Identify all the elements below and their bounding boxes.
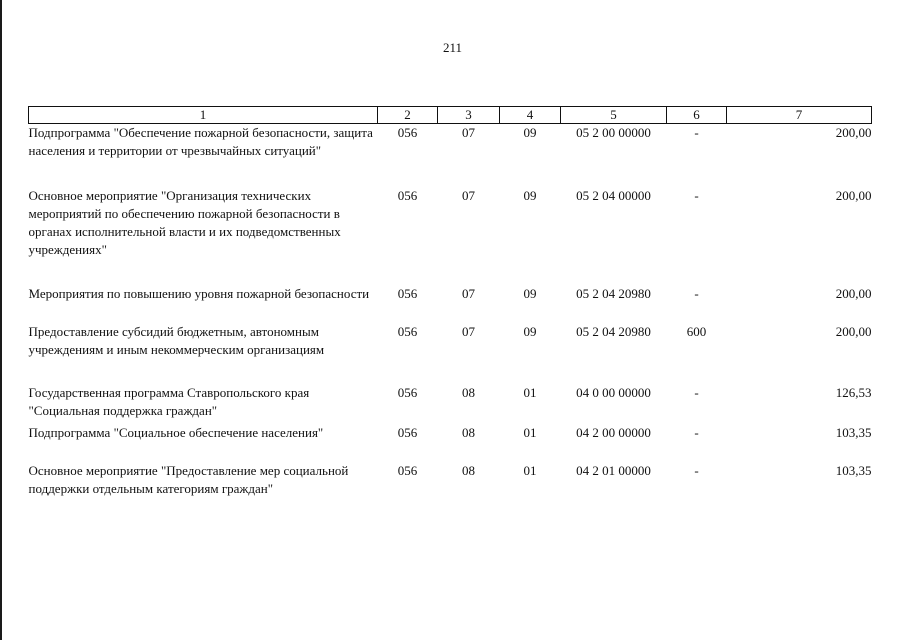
- column-header: 4: [500, 107, 561, 124]
- row-section-code: 08: [462, 462, 475, 478]
- row-amount: 200,00: [835, 187, 872, 203]
- row-subsection-code: 09: [523, 285, 537, 301]
- row-expense-type: 600: [686, 323, 707, 339]
- row-name: Подпрограмма "Обеспечение пожарной безопасности, защита населения и территории от чрезвычайных ситуаций": [28, 125, 373, 158]
- row-section-code: 08: [462, 384, 475, 400]
- column-header: 1: [29, 107, 378, 124]
- row-target-article: 05 2 04 20980: [576, 323, 651, 339]
- row-ministry-code: 056: [397, 187, 418, 203]
- column-header: 7: [727, 107, 872, 124]
- row-section-code: 08: [462, 424, 475, 440]
- row-target-article: 05 2 00 00000: [576, 125, 651, 140]
- column-header: 5: [561, 107, 667, 124]
- row-target-article: 04 0 00 00000: [576, 384, 651, 400]
- row-expense-type: -: [694, 384, 699, 400]
- table-row: [29, 285, 872, 323]
- page-edge-line: [0, 0, 2, 640]
- row-ministry-code: 056: [397, 384, 418, 400]
- budget-table: [28, 106, 872, 522]
- row-target-article: 04 2 01 00000: [576, 462, 651, 478]
- row-ministry-code: 056: [397, 424, 418, 440]
- row-target-article: 05 2 04 00000: [576, 187, 651, 203]
- row-expense-type: -: [694, 462, 699, 478]
- table-row: [29, 462, 872, 522]
- row-subsection-code: 09: [523, 187, 537, 203]
- row-section-code: 07: [462, 285, 475, 301]
- row-ministry-code: 056: [397, 125, 418, 140]
- row-section-code: 07: [462, 125, 475, 140]
- page-number: 211: [442, 40, 463, 55]
- table-row: [29, 124, 872, 187]
- row-ministry-code: 056: [397, 323, 418, 339]
- row-expense-type: -: [694, 285, 699, 301]
- row-ministry-code: 056: [397, 462, 418, 478]
- row-name: Мероприятия по повышению уровня пожарной безопасности: [28, 285, 370, 301]
- row-expense-type: -: [694, 125, 699, 140]
- table-row: [29, 384, 872, 424]
- row-expense-type: -: [694, 187, 699, 203]
- table-header-row: [29, 107, 872, 124]
- row-subsection-code: 01: [523, 384, 537, 400]
- row-name: Государственная программа Ставропольского края "Социальная поддержка граждан": [28, 384, 310, 418]
- column-header: 6: [667, 107, 727, 124]
- column-header: 2: [378, 107, 438, 124]
- row-target-article: 05 2 04 20980: [576, 285, 651, 301]
- column-header: 3: [438, 107, 500, 124]
- row-name: Предоставление субсидий бюджетным, автономным учреждениям и иным некоммерческим организациям: [28, 323, 325, 357]
- row-subsection-code: 09: [523, 323, 537, 339]
- row-amount: 103,35: [835, 424, 872, 440]
- row-subsection-code: 01: [523, 424, 537, 440]
- row-subsection-code: 01: [523, 462, 537, 478]
- row-amount: 103,35: [835, 462, 872, 478]
- row-target-article: 04 2 00 00000: [576, 424, 651, 440]
- row-amount: 126,53: [835, 384, 872, 400]
- table-row: [29, 323, 872, 384]
- row-amount: 200,00: [835, 285, 872, 301]
- row-amount: 200,00: [835, 323, 872, 339]
- row-name: Подпрограмма "Социальное обеспечение населения": [28, 424, 324, 440]
- row-name: Основное мероприятие "Организация технических мероприятий по обеспечению пожарной безопасности в органах исполнительной власти и их подведомственных учреждениях": [28, 187, 341, 257]
- table-row: [29, 187, 872, 285]
- row-amount: 200,00: [835, 125, 872, 140]
- row-section-code: 07: [462, 187, 475, 203]
- row-name: Основное мероприятие "Предоставление мер социальной поддержки отдельным категориям граждан": [28, 462, 349, 496]
- row-ministry-code: 056: [397, 285, 418, 301]
- row-expense-type: -: [694, 424, 699, 440]
- table-row: [29, 424, 872, 462]
- row-subsection-code: 09: [523, 125, 537, 140]
- row-section-code: 07: [462, 323, 475, 339]
